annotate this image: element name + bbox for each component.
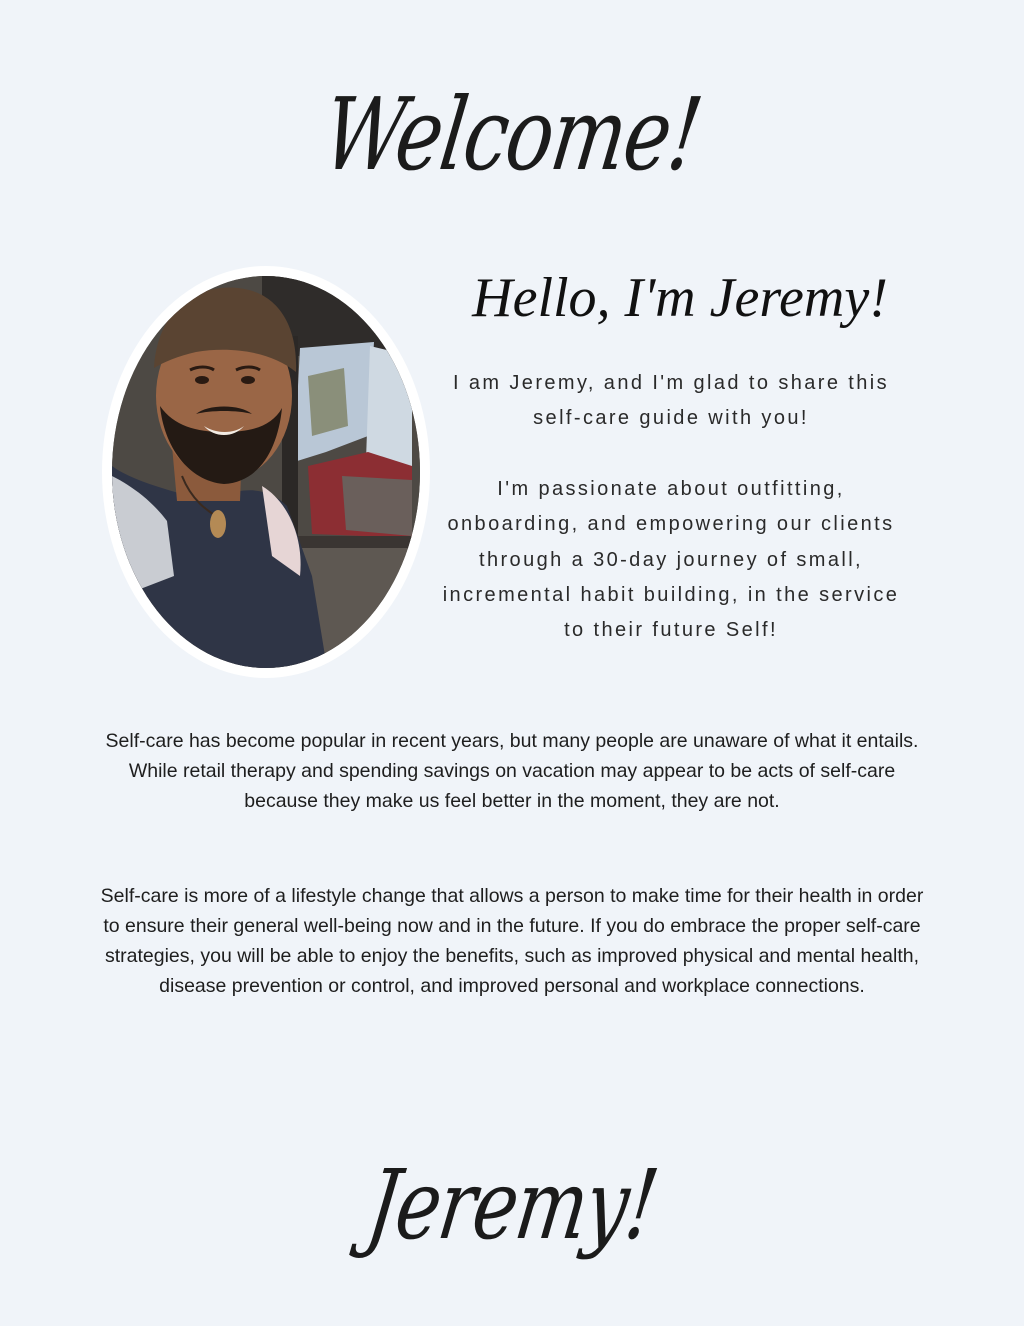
- intro-paragraph-1: I am Jeremy, and I'm glad to share this self-care guide with you!: [452, 372, 890, 430]
- intro-heading: Hello, I'm Jeremy!: [472, 267, 888, 329]
- body-paragraph-1: Self-care has become popular in recent years, but many people are unaware of what it entails. While retail therapy and spending savings on vacation may appear to be acts of self-care because they make us feel better in the moment, they are not.: [105, 730, 919, 812]
- profile-photo-illustration: [112, 276, 420, 668]
- profile-photo: [112, 276, 420, 668]
- body-paragraph-2: Self-care is more of a lifestyle change that allows a person to make time for their health in order to ensure their general well-being now and in the future. If you do embrace the proper self-care strategies, you will be able to enjoy the benefits, such as improved physical and mental health, disease prevention or control, and improved personal and workplace connections.: [100, 885, 924, 997]
- signature: Jeremy!: [360, 1149, 664, 1261]
- intro-paragraph-2: I'm passionate about outfitting, onboarding, and empowering our clients through a 30-day journey of small, incremental habit building, in the service to their future Self!: [442, 478, 900, 642]
- welcome-heading: Welcome!: [316, 76, 708, 193]
- profile-photo-frame: [102, 266, 430, 678]
